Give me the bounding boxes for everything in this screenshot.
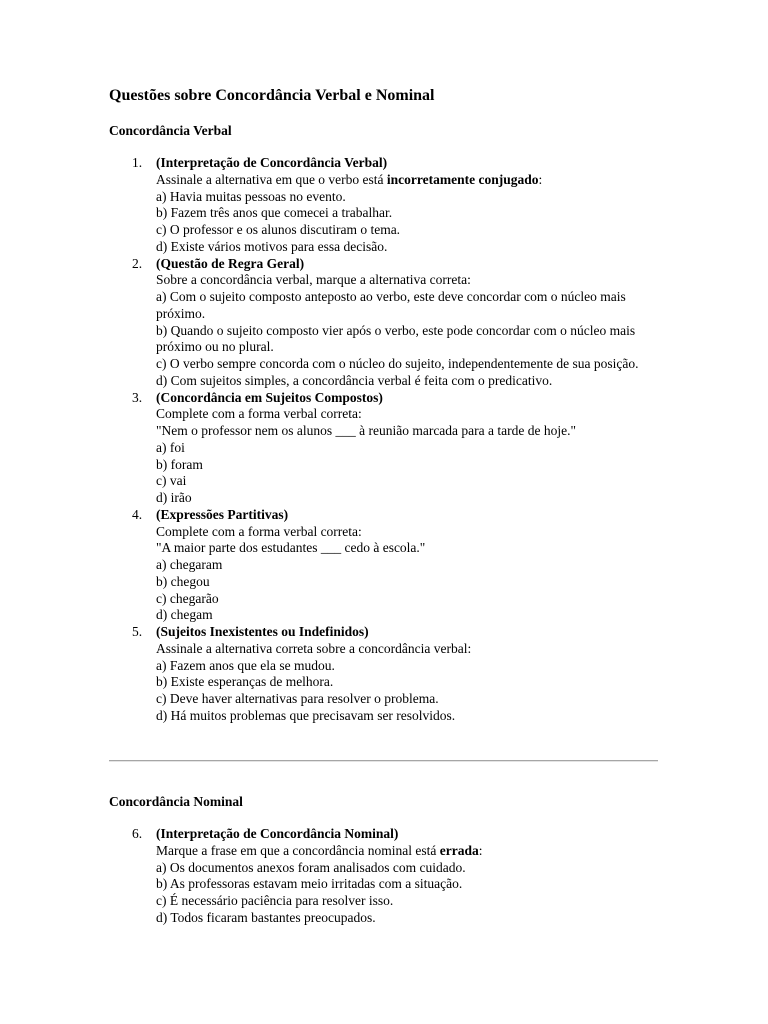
question-prompt: Sobre a concordância verbal, marque a alternativa correta: [156,272,471,288]
option-d: d) irão [156,490,192,505]
option-c: c) chegarão [156,590,219,606]
question-4 [132,506,666,624]
section-heading-verbal: Concordância Verbal [109,123,232,138]
question-list-verbal [132,155,666,725]
section-divider [109,760,658,762]
prompt-colon: : [478,842,483,858]
question-title: (Sujeitos Inexistentes ou Indefinidos) [156,624,369,639]
page-title: Questões sobre Concordância Verbal e Nominal [109,87,435,104]
option-a: a) Fazem anos que ela se mudou. [156,657,335,673]
option-a: a) foi [156,439,185,455]
question-5 [132,624,666,725]
question-number: 3. [132,389,143,405]
prompt-text: Assinale a alternativa em que o verbo está [156,171,387,187]
option-d: d) Com sujeitos simples, a concordância verbal é feita com o predicativo. [156,372,553,388]
option-b: b) Fazem três anos que comecei a trabalhar. [156,205,393,221]
question-number: 1. [132,155,143,170]
prompt-emphasis: errada [439,842,479,858]
option-b: b) chegou [156,573,210,589]
option-b: b) foram [156,456,203,472]
option-c: c) Deve haver alternativas para resolver o problema. [156,691,439,706]
option-a: a) Os documentos anexos foram analisados com cuidado. [156,859,466,875]
option-d: d) chegam [156,607,213,623]
question-prompt [156,172,666,189]
question-3 [132,389,666,507]
question-number: 5. [132,624,143,639]
option-c: c) O professor e os alunos discutiram o tema. [156,222,401,237]
question-prompt: Complete com a forma verbal correta: [156,406,362,422]
question-title: (Questão de Regra Geral) [156,255,305,271]
question-prompt [156,843,666,860]
question-number: 2. [132,255,143,271]
option-c: c) vai [156,473,187,489]
question-sentence: "Nem o professor nem os alunos ___ à reunião marcada para a tarde de hoje." [156,423,576,438]
question-2 [132,255,666,390]
question-6 [132,826,666,927]
option-d: d) Existe vários motivos para essa decisão. [156,238,388,254]
option-c: c) O verbo sempre concorda com o núcleo do sujeito, independentemente de sua posição. [156,356,639,371]
question-title: (Expressões Partitivas) [156,506,289,522]
question-sentence: "A maior parte dos estudantes ___ cedo à escola." [156,540,426,556]
option-b: b) Quando o sujeito composto vier após o verbo, este pode concordar com o núcleo mais próximo ou no plural. [156,322,636,355]
prompt-emphasis: incorretamente conjugado [386,171,539,187]
question-title: (Interpretação de Concordância Nominal) [156,826,399,841]
option-b: b) As professoras estavam meio irritadas com a situação. [156,876,463,892]
option-d: d) Há muitos problemas que precisavam ser resolvidos. [156,707,456,723]
option-a: a) chegaram [156,557,223,572]
question-title: (Interpretação de Concordância Verbal) [156,155,388,170]
option-a: a) Com o sujeito composto anteposto ao verbo, este deve concordar com o núcleo mais próximo. [156,289,626,321]
prompt-text: Marque a frase em que a concordância nominal está [156,842,440,858]
option-c: c) É necessário paciência para resolver isso. [156,893,394,908]
question-prompt: Complete com a forma verbal correta: [156,523,362,539]
option-a: a) Havia muitas pessoas no evento. [156,188,346,204]
option-b: b) Existe esperanças de melhora. [156,674,334,690]
question-list-nominal [132,826,666,927]
prompt-colon: : [538,171,543,187]
question-1 [132,155,666,256]
question-number: 4. [132,506,143,522]
question-prompt: Assinale a alternativa correta sobre a concordância verbal: [156,640,472,656]
option-d: d) Todos ficaram bastantes preocupados. [156,909,376,925]
section-heading-nominal: Concordância Nominal [109,794,243,809]
question-number: 6. [132,826,143,841]
question-title: (Concordância em Sujeitos Compostos) [156,389,383,405]
